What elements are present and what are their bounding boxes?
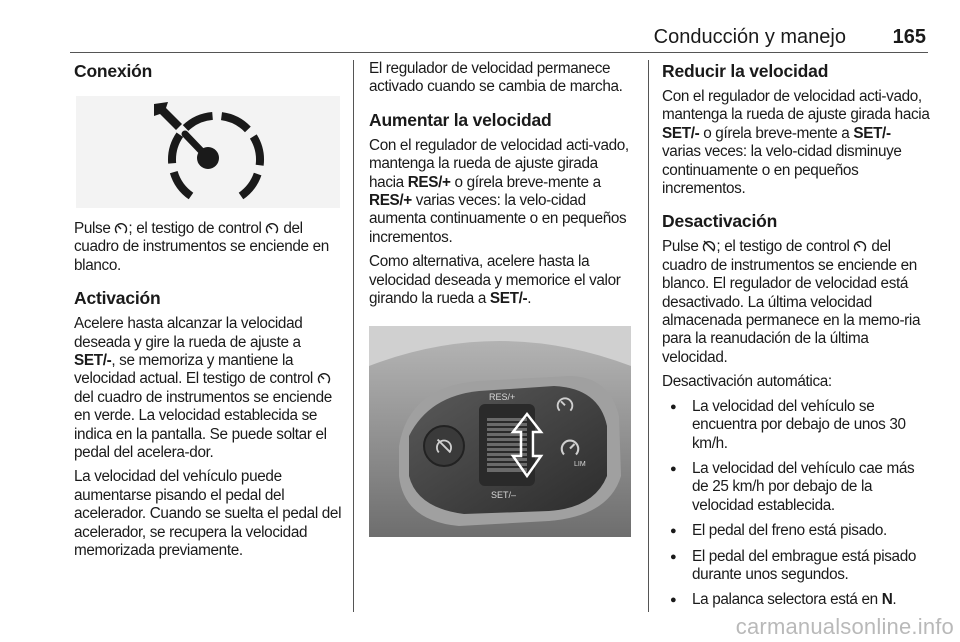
cruise-control-icon [265,222,279,234]
paragraph-marcha: El regulador de velocidad permanece activado cuando se cambia de marcha. [369,60,623,96]
paragraph-desactivacion: Pulse ; el testigo de control del cuadro de instrumentos se enciende en blanco. El regulador de velocidad está desactivado. La última velocidad almacenada permanece en la memo-ria para la reanudación de la última velocidad. [662,238,921,366]
list-item: ● La velocidad del vehículo cae más de 25 km/h por debajo de la velocidad establecida. [662,460,930,515]
column-divider [353,60,354,612]
heading-desactivacion: Desactivación [662,211,778,232]
heading-aumentar: Aumentar la velocidad [369,109,552,130]
cruise-control-icon [317,372,331,384]
cruise-control-icon [114,222,128,234]
paragraph-aumentar: Con el regulador de velocidad acti-vado, mantenga la rueda de ajuste girada hacia RES/+ o gírela breve-mente a RES/+ varias veces: la velo-cidad aumenta continuamente o en pequeños incrementos. [369,136,629,246]
lim-label: LIM [574,461,586,469]
paragraph-acelerador: La velocidad del vehículo puede aumentarse pisando el pedal del acelerador. Cuando se suelta el pedal del acelerador, se recupera la velocidad memorizada previamente. [74,468,342,560]
watermark: carmanualsonline.info [735,614,954,639]
column-3 [662,60,930,617]
res-label: RES/+ [489,392,516,403]
section-title: Conducción y manejo [653,26,846,48]
cruise-control-icon [853,240,867,252]
column-divider [648,60,649,612]
paragraph-conexion: Pulse ; el testigo de control del cuadro de instrumentos se enciende en blanco. [74,220,329,274]
heading-reducir: Reducir la velocidad [662,61,829,81]
heading-activacion: Activación [74,288,161,309]
column-2 [369,60,635,537]
steering-wheel-controls-photo [369,326,631,537]
paragraph-reducir: Con el regulador de velocidad acti-vado, mantenga la rueda de ajuste girada hacia SET/- o gírela breve-mente a SET/- varias veces: la velo-cidad disminuye continuamente o en pequeños incrementos. [662,88,930,198]
paragraph-alternativa: Como alternativa, acelere hasta la velocidad deseada y memorice el valor girando la rueda a SET/-. [369,253,621,308]
list-item: ● El pedal del freno está pisado. [662,522,930,540]
cruise-control-icon [76,96,340,208]
list-item: ● La velocidad del vehículo se encuentra por debajo de unos 30 km/h. [662,398,930,453]
page-number: 165 [892,26,926,48]
list-item: ● El pedal del embrague está pisado durante unos segundos. [662,548,930,585]
paragraph-automatica: Desactivación automática: [662,373,832,391]
paragraph-activacion: Acelere hasta alcanzar la velocidad deseada y gire la rueda de ajuste a SET/-, se memoriza y mantiene la velocidad actual. El testigo de control del cuadro de instrumentos se enciende en verde. La velocidad establecida se indica en la pantalla. Se puede soltar el pedal del acelera-dor. [74,315,332,462]
cruise-control-icon-figure [76,96,340,208]
column-1 [74,60,342,561]
cruise-control-off-icon [702,240,716,252]
heading-conexion: Conexión [74,61,153,81]
set-label: SET/– [491,490,517,501]
page-header [70,22,928,53]
bullet-list [662,398,930,610]
list-item: ● La palanca selectora está en N. [662,591,930,609]
